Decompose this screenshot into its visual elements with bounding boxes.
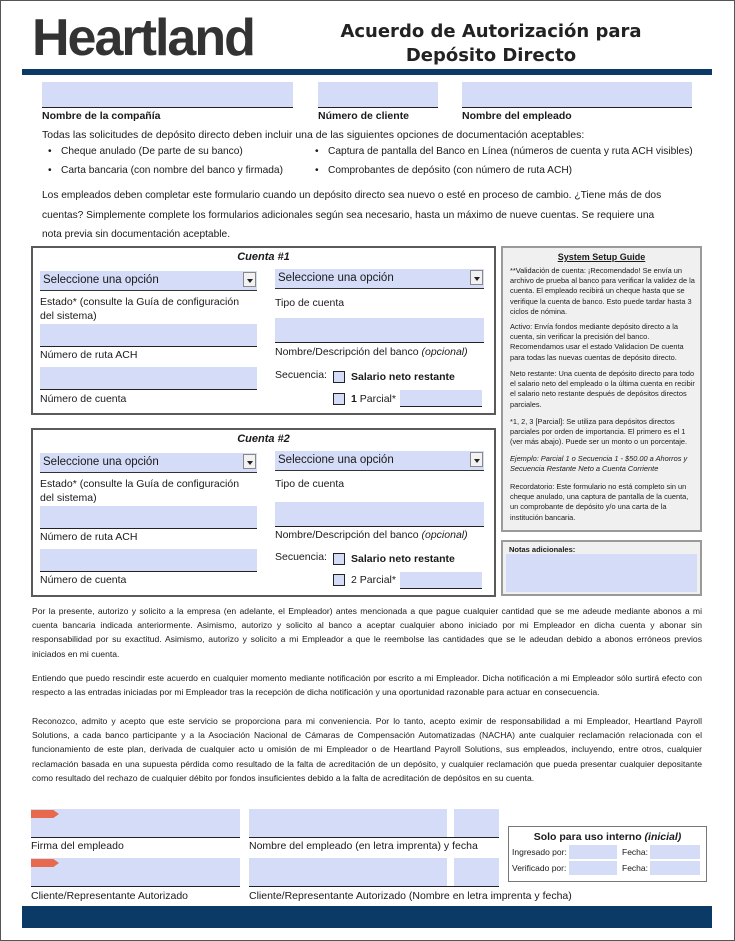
internal-title	[509, 831, 706, 843]
verified-date-label: Fecha:	[622, 863, 648, 873]
account-2-sequence-label: Secuencia:	[275, 551, 327, 563]
guide-partial: *1, 2, 3 [Parcial]: Se utiliza para depósitos directos parciales por orden de importancia. El primero es el 1 (ver más abajo). Puede ser un monto o un porcentaje.	[510, 417, 688, 447]
rep-signature-input[interactable]	[31, 858, 240, 886]
bullet-online-screenshot: • Captura de pantalla del Banco en Línea (números de cuenta y ruta ACH visibles)	[328, 146, 693, 157]
instructions-paragraph	[42, 186, 702, 245]
account-2-routing-input[interactable]	[40, 506, 257, 528]
account-1-partial-checkbox[interactable]	[333, 393, 345, 405]
verified-by-label: Verificado por:	[512, 863, 567, 873]
entered-date-label: Fecha:	[622, 847, 648, 857]
account-2-routing-label: Número de ruta ACH	[40, 531, 138, 543]
entered-date-input[interactable]	[650, 845, 700, 859]
account-1-sequence-label: Secuencia:	[275, 369, 327, 381]
chevron-down-icon[interactable]	[243, 272, 256, 287]
account-2-bank-label-text: Nombre/Descripción del banco	[275, 529, 419, 541]
employee-name-input[interactable]	[462, 82, 692, 108]
account-1-type-value: Seleccione una opción	[278, 272, 394, 284]
title-line-2: Depósito Directo	[405, 45, 577, 66]
client-number-input[interactable]	[318, 82, 438, 108]
account-1-routing-label: Número de ruta ACH	[40, 349, 138, 361]
account-2-status-select[interactable]	[40, 453, 257, 473]
authorization-paragraph: Por la presente, autorizo y solicito a la empresa (en adelante, el Empleador) antes mencionada a que pague cualquier cantidad que se me adeude mediante abonos a mi cuenta bancaria indicada anteriormente. Asimismo, autorizo y solicito al banco a aceptar cualquier abono iniciado por mi Empleador en dicha cuenta y abonar sin responsabilidad por su exactitud. Asimismo, autorizo y solicito a mi Empleador a que le reembolse las cantidades que se le adeudan debido a abonos erróneos previos iniciados en mi cuenta.	[32, 606, 702, 659]
account-2-type-value: Seleccione una opción	[278, 454, 394, 466]
rescind-paragraph: Entiendo que puedo rescindir este acuerdo en cualquier momento mediante notificación por escrito a mi Empleador. Dicha notificación a mi Empleador sólo surtirá efecto con respecto a las entradas iniciadas por mi Empleador tras la recepción de dicha notificación y una oportunidad razonable para actuar en consecuencia.	[32, 673, 702, 698]
bullet-bank-letter: • Carta bancaria (con nombre del banco y firmada)	[61, 165, 283, 176]
account-2-partial-input[interactable]	[400, 572, 482, 588]
account-1-partial-underline	[400, 406, 482, 407]
footer-bar	[22, 906, 712, 928]
sign-here-tag	[31, 810, 59, 818]
verified-date-input[interactable]	[650, 861, 700, 875]
rep-name-date-underline	[249, 886, 499, 887]
title-line-1: Acuerdo de Autorización para	[340, 21, 642, 42]
account-2-status-label-2: del sistema)	[40, 492, 97, 504]
heartland-logo: Heartland	[32, 9, 254, 67]
account-1-routing-input[interactable]	[40, 324, 257, 346]
employee-signature-label: Firma del empleado	[31, 840, 124, 852]
chevron-down-icon[interactable]	[470, 270, 483, 285]
chevron-down-icon[interactable]	[470, 452, 483, 467]
employee-name-underline	[462, 107, 692, 108]
employee-date-input[interactable]	[454, 809, 499, 837]
entered-by-input[interactable]	[569, 845, 617, 859]
client-number-label: Número de cliente	[318, 110, 410, 122]
bullet-voided-check: • Cheque anulado (De parte de su banco)	[61, 146, 243, 157]
account-1-number-underline	[40, 389, 257, 390]
guide-active: Activo: Envía fondos mediante depósito directo a la cuenta, sin verificar la precisión del banco. Recomendamos usar el estado Validacion De cuenta para todas las nuevas cuentas de depósito directo.	[510, 322, 684, 362]
account-2-number-input[interactable]	[40, 549, 257, 571]
page-title	[330, 20, 652, 68]
account-1-box	[31, 246, 496, 415]
guide-net-remaining: Neto restante: Una cuenta de depósito directo para todo el salario neto del empleado o la última cuenta en recibir el salario neto restante después de depósitos directos parciales.	[510, 369, 695, 409]
verified-by-input[interactable]	[569, 861, 617, 875]
entered-by-label: Ingresado por:	[512, 847, 567, 857]
instructions-line-3: nota previa sin documentación aceptable.	[42, 229, 231, 240]
company-underline	[42, 107, 293, 108]
account-1-number-input[interactable]	[40, 367, 257, 389]
account-2-routing-underline	[40, 528, 257, 529]
account-1-type-select[interactable]	[275, 269, 484, 289]
liability-paragraph: Reconozco, admito y acepto que este servicio se proporciona para mi conveniencia. Por lo tanto, acepto eximir de responsabilidad a mi Empleador, Heartland Payroll Solutions, a cada banco participante y a la Asociación Nacional de Cámaras de Compensación Automatizadas (NACHA) ante cualquier reclamación relacionada con el funcionamiento de este plan, derivada de cualquier acto u omisión de mi Empleador o de Heartland Payroll Solutions, sus empleados, incluyendo, entre otros, cualquier reclamación basada en una supuesta pérdida como resultado de la falta de acreditación de un depósito, y cualquier reclamación que pueda presentar cualquier depositante como resultado del rechazo de cualquier débito por fondos insuficientes debido a la falta de acreditación de depósitos en su cuenta.	[32, 716, 702, 783]
intro-text: Todas las solicitudes de depósito directo deben incluir una de las siguientes opciones de documentación aceptables:	[42, 129, 585, 141]
account-1-status-label-2: del sistema)	[40, 310, 97, 322]
account-2-number-underline	[40, 571, 257, 572]
employee-name-label: Nombre del empleado	[462, 110, 572, 122]
account-2-partial-text: Parcial*	[359, 574, 396, 586]
company-label: Nombre de la compañía	[42, 110, 161, 122]
account-1-partial-label	[351, 392, 396, 406]
account-2-type-label: Tipo de cuenta	[275, 478, 345, 490]
chevron-down-icon[interactable]	[243, 454, 256, 469]
account-2-partial-label	[351, 573, 396, 587]
notes-label: Notas adicionales:	[509, 545, 576, 554]
account-2-partial-checkbox[interactable]	[333, 574, 345, 586]
account-2-number-label: Número de cuenta	[40, 574, 127, 586]
account-1-status-select[interactable]	[40, 271, 257, 291]
account-1-bank-label	[275, 345, 468, 359]
account-1-bank-label-text: Nombre/Descripción del banco	[275, 346, 419, 358]
rep-signature-underline	[31, 886, 240, 887]
rep-date-input[interactable]	[454, 858, 499, 886]
internal-title-em: (inicial)	[644, 831, 682, 843]
account-1-net-pay-label: Salario neto restante	[351, 371, 455, 383]
sign-here-tag	[31, 859, 59, 867]
account-2-status-label-1: Estado* (consulte la Guía de configuración	[40, 478, 240, 490]
guide-validation: **Validación de cuenta: ¡Recomendado! Se envía un archivo de prueba al banco para verificar la validez de la cuenta. El empleado recibirá un cheque hasta que se verifique la cuenta de banco. Esto puede tardar hasta 3 ciclos de nómina.	[510, 266, 695, 316]
account-1-bank-optional: (opcional)	[421, 346, 468, 358]
guide-example: Ejemplo: Parcial 1 o Secuencia 1 - $50.00 a Ahorros y Secuencia Restante Neto a Cuenta Corriente	[510, 454, 688, 474]
employee-printed-name-input[interactable]	[249, 809, 447, 837]
account-2-net-pay-label: Salario neto restante	[351, 553, 455, 565]
internal-use-box	[508, 826, 707, 882]
internal-title-text: Solo para uso interno	[533, 831, 642, 843]
account-2-bank-optional: (opcional)	[421, 529, 468, 541]
account-1-number-label: Número de cuenta	[40, 393, 127, 405]
account-1-partial-input[interactable]	[400, 390, 482, 406]
account-2-status-value: Seleccione una opción	[43, 456, 159, 468]
account-1-title: Cuenta #1	[237, 251, 290, 263]
instructions-line-2: cuentas? Simplemente complete los formularios adicionales según sea necesario, hasta un máximo de nueve cuentas. Se requiere una	[42, 209, 655, 221]
rep-printed-name-input[interactable]	[249, 858, 447, 886]
guide-title: System Setup Guide	[557, 252, 646, 262]
account-2-box	[31, 428, 496, 597]
instructions-line-1: Los empleados deben completar este formulario cuando un depósito directo sea nuevo o esté en proceso de cambio. ¿Tiene más de dos	[42, 190, 662, 201]
bullet-deposit-slips: • Comprobantes de depósito (con número de ruta ACH)	[328, 165, 572, 176]
employee-name-date-label: Nombre del empleado (en letra imprenta) y fecha	[249, 840, 478, 852]
guide-reminder: Recordatorio: Este formulario no está completo sin un cheque anulado, una captura de pantalla de la cuenta, un comprobante de depósito y/o una carta de la institución bancaria.	[510, 482, 689, 522]
account-2-type-select[interactable]	[275, 451, 484, 471]
account-1-status-value: Seleccione una opción	[43, 274, 159, 286]
account-1-partial-num: 1	[351, 393, 357, 405]
additional-notes-box	[501, 540, 702, 596]
account-2-net-pay-checkbox[interactable]	[333, 553, 345, 565]
client-number-underline	[318, 107, 438, 108]
notes-input[interactable]	[506, 554, 697, 592]
employee-name-date-underline	[249, 837, 499, 838]
company-name-input[interactable]	[42, 82, 293, 108]
account-1-bank-underline	[275, 342, 484, 343]
employee-signature-input[interactable]	[31, 809, 240, 837]
account-2-bank-label	[275, 528, 468, 542]
account-1-routing-underline	[40, 346, 257, 347]
employee-signature-underline	[31, 837, 240, 838]
system-setup-guide	[501, 246, 702, 532]
account-2-title: Cuenta #2	[237, 433, 290, 445]
rep-signature-label: Cliente/Representante Autorizado	[31, 890, 189, 902]
account-2-partial-num: 2	[351, 574, 357, 586]
account-2-bank-input[interactable]	[275, 502, 484, 526]
account-2-bank-underline	[275, 526, 484, 527]
account-1-net-pay-checkbox[interactable]	[333, 371, 345, 383]
account-1-type-label: Tipo de cuenta	[275, 297, 345, 309]
account-1-status-label-1: Estado* (consulte la Guía de configuración	[40, 296, 240, 308]
account-1-bank-input[interactable]	[275, 318, 484, 342]
rep-name-date-label: Cliente/Representante Autorizado (Nombre en letra imprenta y fecha)	[249, 890, 572, 902]
header-bar	[22, 69, 712, 75]
account-2-partial-underline	[400, 588, 482, 589]
account-1-partial-text: Parcial*	[359, 393, 396, 405]
